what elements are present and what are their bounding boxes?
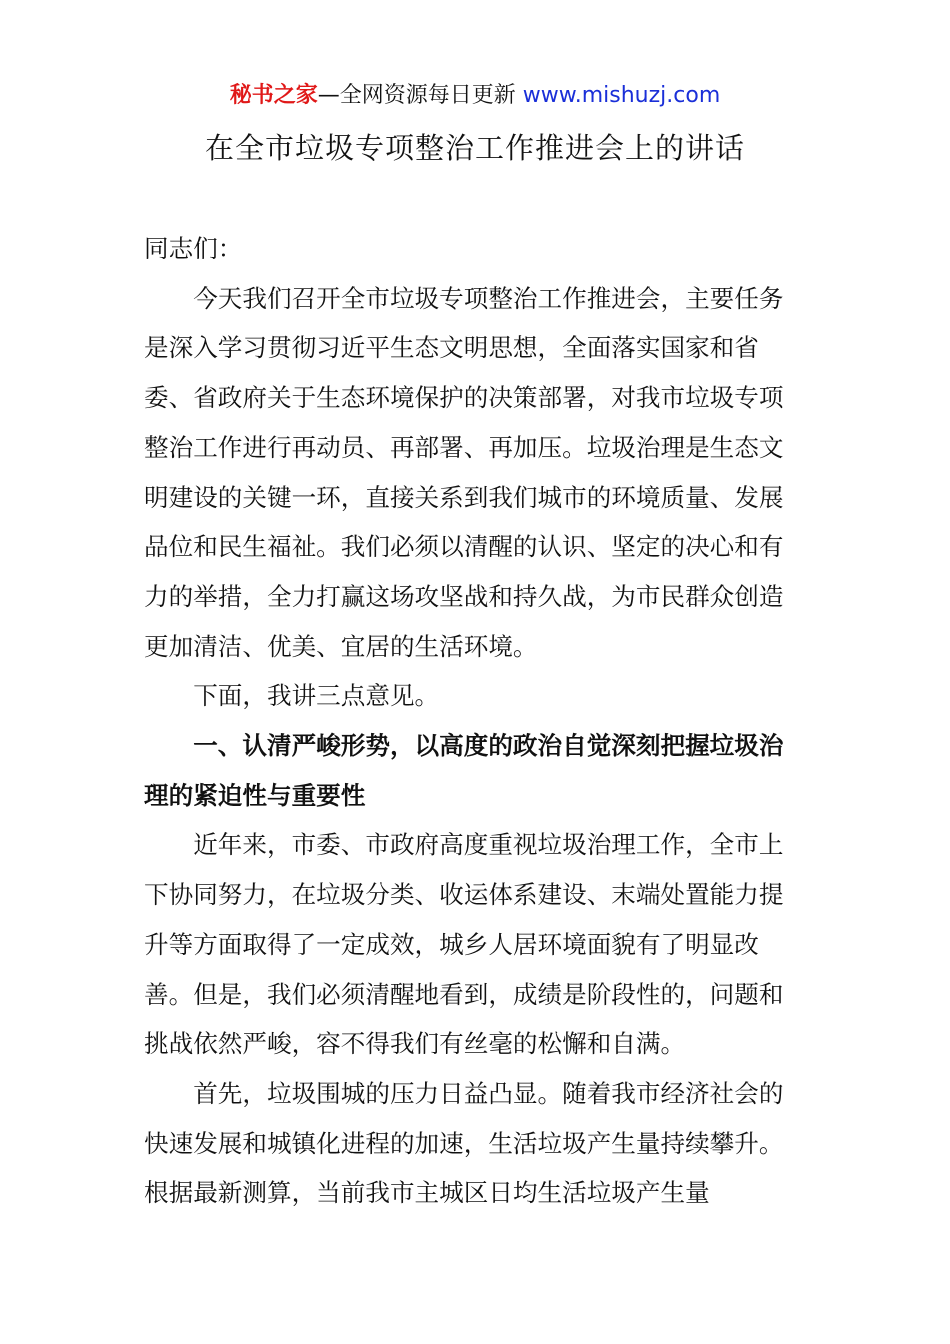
header-tagline: —全网资源每日更新	[317, 83, 523, 108]
paragraph-intro: 今天我们召开全市垃圾专项整治工作推进会，主要任务是深入学习贯彻习近平生态文明思想，全面落实国家和省委、省政府关于生态环境保护的决策部署，对我市垃圾专项整治工作进行再动员、再部署、再加压。垃圾治理是生态文明建设的关键一环，直接关系到我们城市的环境质量、发展品位和民生福祉。我们必须以清醒的认识、坚定的决心和有力的举措，全力打赢这场攻坚战和持久战，为市民群众创造更加清洁、优美、宜居的生活环境。	[144, 283, 784, 661]
section-heading-1: 一、认清严峻形势，以高度的政治自觉深刻把握垃圾治理的紧迫性与重要性	[144, 731, 784, 810]
site-url-link[interactable]: www.mishuzj.com	[522, 83, 721, 108]
site-header	[0, 80, 950, 112]
document-body	[144, 224, 808, 1218]
brand-name: 秘书之家	[229, 83, 318, 108]
paragraph-section1-2: 首先，垃圾围城的压力日益凸显。随着我市经济社会的快速发展和城镇化进程的加速，生活垃圾产生量持续攀升。根据最新测算，当前我市主城区日均生活垃圾产生量	[144, 1078, 784, 1208]
paragraph-section1-1: 近年来，市委、市政府高度重视垃圾治理工作，全市上下协同努力，在垃圾分类、收运体系建设、末端处置能力提升等方面取得了一定成效，城乡人居环境面貌有了明显改善。但是，我们必须清醒地看到，成绩是阶段性的，问题和挑战依然严峻，容不得我们有丝毫的松懈和自满。	[144, 830, 784, 1059]
paragraph-outline: 下面，我讲三点意见。	[193, 681, 440, 711]
salutation: 同志们：	[144, 234, 243, 263]
document-title: 在全市垃圾专项整治工作推进会上的讲话	[204, 131, 745, 165]
